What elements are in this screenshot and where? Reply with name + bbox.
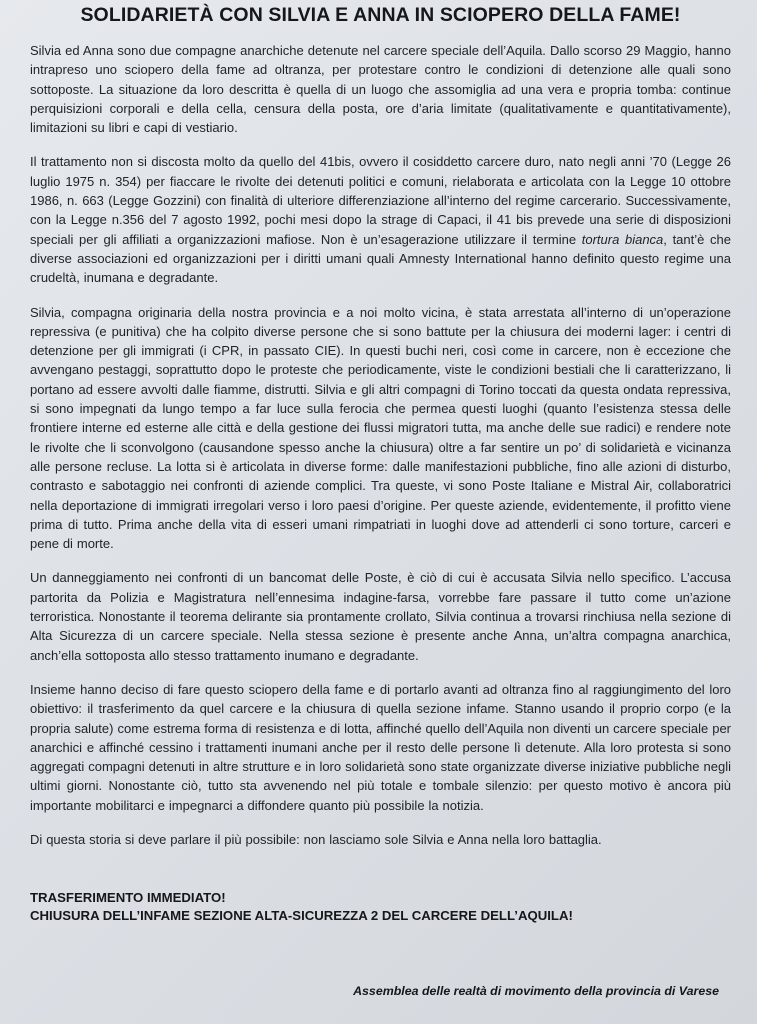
page-title: SOLIDARIETÀ CON SILVIA E ANNA IN SCIOPERO DELLA FAME!	[80, 4, 681, 26]
paragraph-accusation: Un danneggiamento nei confronti di un bancomat delle Poste, è ciò di cui è accusata Silvia nello specifico. L’accusa partorita da Polizia e Magistratura nell’ennesima indagine-farsa, vorrebbe fare passare il tutto come un’azione terroristica. Nonostante il teorema delirante sia prontamente crollato, Silvia continua a trovarsi rinchiusa nella sezione di Alta Sicurezza di un carcere speciale. Nella stessa sezione è presente anche Anna, un’altra compagna anarchica, anch’ella sottoposta allo stesso trattamento inumano e degradante.	[30, 570, 731, 663]
paragraph-hunger-strike: Insieme hanno deciso di fare questo sciopero della fame e di portarlo avanti ad oltranza fino al raggiungimento del loro obiettivo: il trasferimento da quel carcere e la chiusura di quella sezione infame. Stanno usando il proprio corpo (e la propria salute) come estrema forma di resistenza e di lotta, affinché quello dell’Aquila non diventi un carcere speciale per anarchici e affinché cessino i trattamenti inumani anche per il resto delle persone lì detenute. Alla loro protesta si sono aggregati compagni detenuti in altre strutture e in loro solidarietà sono state organizzate diverse iniziative pubbliche negli ultimi giorni. Nonostante ciò, tutto sta avvenendo nel più totale e tombale silenzio: per questo motivo è ancora più importante mobilitarci e impegnarci a diffondere quanto più possibile la notizia.	[30, 681, 731, 813]
paragraph-silvia: Silvia, compagna originaria della nostra provincia e a noi molto vicina, è stata arrestata all’interno di un’operazione repressiva (e punitiva) che ha colpito diverse persone che si sono battute per la chiusura dei moderni lager: i centri di detenzione per gli immigrati (i CPR, in passato CIE). In questi buchi neri, così come in carcere, non è eccezione che avvengano pestaggi, soprattutto dopo le proteste che periodicamente, viste le condizioni bestiali che li caratterizzano, li portano ad essere avvolti dalle fiamme, distrutti. Silvia e gli altri compagni di Torino toccati da questa ondata repressiva, si sono impegnati da lungo tempo a far luce sulla ferocia che permea questi luoghi (quanto l’esistenza stessa delle frontiere interne ed esterne alle città e della gestione dei flussi migratori tutta, ma anche delle sue radici) e rendere note le rivolte che li sconvolgono (causandone spesso anche la chiusura) oltre a far sentire un po’ di solidarietà e vicinanza alle persone recluse. La lotta si è articolata in diverse forme: dalle manifestazioni pubbliche, fino alle azioni di disturbo, contrasto e sabotaggio nei confronti di aziende complici. Tra queste, vi sono Poste Italiane e Mistral Air, collaboratrici nella deportazione di immigrati irregolari verso i loro paesi d’origine. Per queste aziende, evidentemente, il profitto viene prima di tutto. Prima anche della vita di esseri umani rimpatriati in luoghi dove ad attenderli ci sono torture, carceri e pene di morte.	[30, 304, 731, 552]
demand-closure: CHIUSURA DELL’INFAME SEZIONE ALTA-SICUREZZA 2 DEL CARCERE DELL’AQUILA!	[30, 908, 573, 924]
demand-transfer: TRASFERIMENTO IMMEDIATO!	[30, 890, 226, 906]
paragraph-call-to-action: Di questa storia si deve parlare il più possibile: non lasciamo sole Silvia e Anna nella loro battaglia.	[30, 831, 602, 847]
signature: Assemblea delle realtà di movimento della provincia di Varese	[353, 984, 719, 998]
paragraph-41bis-text-b: , tant’è che diverse associazioni ed organizzazioni per i diritti umani quali Amnesty International hanno definito questo regime una crudeltà, inumana e degradante.	[30, 231, 731, 286]
paragraph-41bis	[30, 152, 731, 287]
paragraph-41bis-emphasis: tortura bianca	[581, 231, 664, 247]
paragraph-intro: Silvia ed Anna sono due compagne anarchiche detenute nel carcere speciale dell’Aquila. Dallo scorso 29 Maggio, hanno intrapreso uno sciopero della fame ad oltranza, per protestare contro le condizioni di detenzione alle quali sono sottoposte. La situazione da loro descritta è quella di un luogo che assomiglia ad una vera e propria tomba: continue perquisizioni corporali e della cella, censura della posta, ore d’aria limitate (qualitativamente e quantitativamente), limitazioni su libri e capi di vestiario.	[30, 43, 731, 136]
paragraph-41bis-text-a: Il trattamento non si discosta molto da quello del 41bis, ovvero il cosiddetto carcere duro, nato negli anni ’70 (Legge 26 luglio 1975 n. 354) per fiaccare le rivolte dei detenuti politici e comuni, rielaborata e articolata con la Legge 10 ottobre 1986, n. 663 (Legge Gozzini) con finalità di ulteriore differenziazione all’interno del regime carcerario. Successivamente, con la Legge n.356 del 7 agosto 1992, pochi mesi dopo la strage di Capaci, il 41 bis prevede una serie di disposizioni speciali per gli affiliati a organizzazioni mafiose. Non è un’esagerazione utilizzare il termine	[30, 154, 731, 247]
